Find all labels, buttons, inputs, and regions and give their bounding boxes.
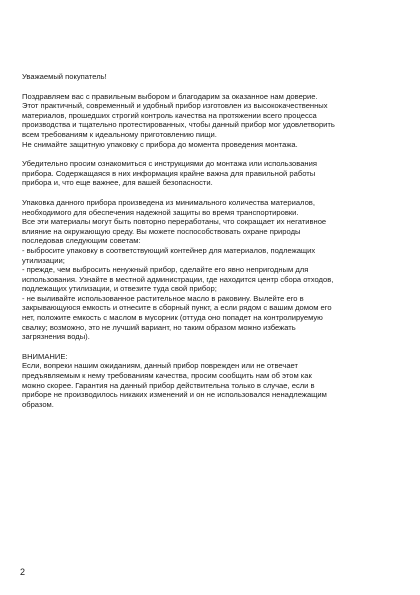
- list-item-line: нет, положите емкость с маслом в мусорник (оттуда оно попадет на контролируемую: [22, 313, 323, 323]
- paragraph-line: производства и тщательно протестированных, чтобы данный прибор мог удовлетворить: [22, 120, 335, 130]
- paragraph-line: всем требованиям к идеальному приготовлению пищи.: [22, 129, 217, 139]
- paragraph-packaging: [22, 198, 398, 342]
- list-item-line: закрывающуюся емкость и отнесите в сборный пункт, а если рядом с вашим домом его: [22, 303, 332, 313]
- greeting-line: Уважаемый покупатель!: [22, 72, 107, 81]
- warning-heading: ВНИМАНИЕ:: [22, 351, 68, 361]
- paragraph-line: необходимого для обеспечения надежной защиты во время транспортировки.: [22, 207, 299, 217]
- list-item-line: - выбросите упаковку в соответствующий контейнер для материалов, подлежащих: [22, 245, 316, 255]
- list-item-line: свалку; возможно, это не лучший вариант, но таким образом можно избежать: [22, 322, 296, 332]
- paragraph-line: приборе не производилось никаких изменений и он не использовался ненадлежащим: [22, 390, 327, 400]
- paragraph-line: Все эти материалы могут быть повторно переработаны, что сокращает их негативное: [22, 217, 327, 227]
- list-item-line: - прежде, чем выбросить ненужный прибор, сделайте его явно непригодным для: [22, 265, 309, 275]
- list-item-line: - не выливайте использованное растительное масло в раковину. Вылейте его в: [22, 293, 304, 303]
- paragraph-line: прибора. Содержащаяся в них информация крайне важна для правильной работы: [22, 168, 316, 178]
- list-item-line: подлежащих утилизации, и отвезите туда свой прибор;: [22, 284, 217, 294]
- paragraph-congratulations: [22, 92, 398, 150]
- paragraph-line: Поздравляем вас с правильным выбором и благодарим за оказанное нам доверие.: [22, 91, 318, 101]
- paragraph-line: Убедительно просим ознакомиться с инструкциями до монтажа или использования: [22, 159, 317, 169]
- paragraph-instructions: [22, 159, 398, 188]
- paragraph-line: предъявляемым к нему требованиям качества, просим сообщить нам об этом как: [22, 371, 312, 381]
- paragraph-line: влияние на окружающую среду. Вы можете поспособствовать охране природы: [22, 226, 301, 236]
- warning-section: [22, 352, 398, 410]
- page-content: [22, 72, 398, 409]
- paragraph-line: Если, вопреки нашим ожиданиям, данный прибор поврежден или не отвечает: [22, 361, 298, 371]
- greeting: [22, 72, 398, 82]
- page-number: 2: [20, 567, 26, 577]
- paragraph-line: последовав следующим советам:: [22, 236, 141, 246]
- list-item-line: использования. Узнайте в местной администрации, где находится центр сбора отходов,: [22, 274, 334, 284]
- paragraph-line: Этот практичный, современный и удобный прибор изготовлен из высококачественных: [22, 101, 328, 111]
- paragraph-line: материалов, прошедших строгий контроль качества на протяжении всего процесса: [22, 110, 317, 120]
- paragraph-line: Не снимайте защитную упаковку с прибора до момента проведения монтажа.: [22, 139, 298, 149]
- paragraph-line: можно скорее. Гарантия на данный прибор действительна только в случае, если в: [22, 380, 315, 390]
- list-item-line: утилизации;: [22, 255, 65, 265]
- paragraph-line: прибора и, что еще важнее, для вашей безопасности.: [22, 178, 213, 188]
- list-item-line: загрязнения воды).: [22, 332, 90, 342]
- paragraph-line: образом.: [22, 399, 54, 409]
- paragraph-line: Упаковка данного прибора произведена из минимального количества материалов,: [22, 197, 315, 207]
